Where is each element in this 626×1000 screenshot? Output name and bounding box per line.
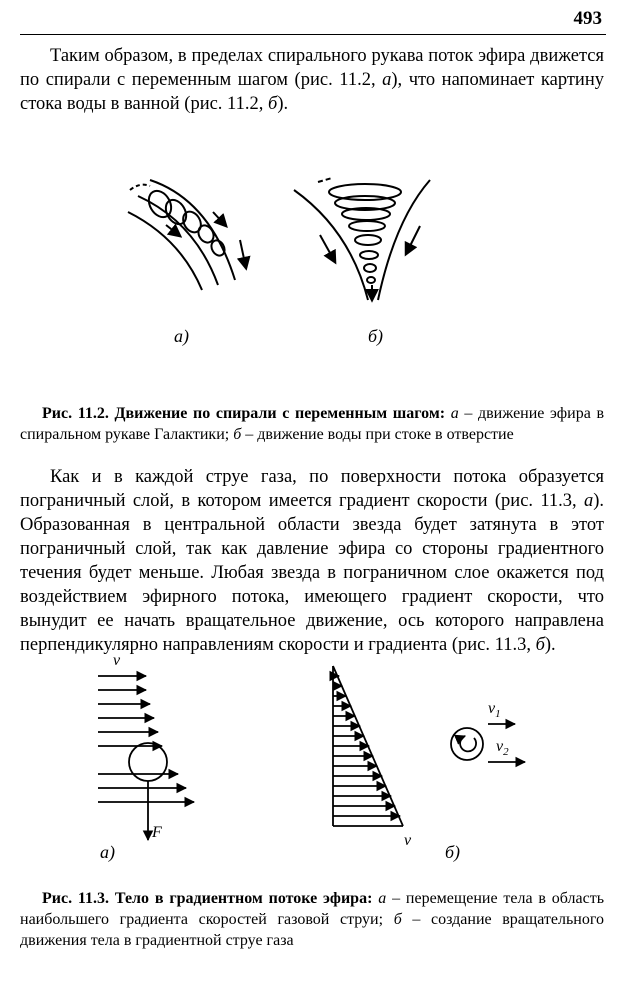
rotating-body-circle bbox=[451, 728, 483, 760]
label-v2: $v_2$ bbox=[496, 738, 509, 759]
label-F: F bbox=[152, 824, 162, 841]
page-number: 493 bbox=[573, 8, 602, 29]
rotation-diagram bbox=[451, 724, 525, 762]
fig-11-3-label-a: а) bbox=[100, 842, 115, 862]
caption-11-2: Рис. 11.2. Движение по спирали с переменным шагом: а – движение эфира в спиральном рукаве Галактики; б – движение воды при стоке в отверстие bbox=[20, 405, 605, 443]
velocity-gradient-diagram bbox=[333, 666, 403, 826]
fig-11-2-label-b: б) bbox=[368, 326, 384, 346]
paragraph-2: Как и в каждой струе газа, по поверхности потока образуется пограничный слой, в котором имеется градиент скорости (рис. 11.3, а). Образованная в центральной области звезда будет затянута в этот пограничный слой, так как давление эфира со стороны градиентного течения будет меньше. Любая звезда в пограничном слое окажется под воздействием эфирного потока, имеющего градиент скорости, что вынудит ее начать вращательное движение, ось которого направлена перпендикулярно направлениям скорости и градиента (рис. 11.3, б). bbox=[20, 467, 604, 655]
paragraph-1: Таким образом, в пределах спирального рукава поток эфира движется по спирали с переменным шагом (рис. 11.2, а), что напоминает картину стока воды в ванной (рис. 11.2, б). bbox=[20, 46, 604, 114]
boundary-layer-diagram bbox=[98, 676, 194, 840]
fig-11-3-label-b: б) bbox=[445, 842, 461, 862]
fig-11-2-label-a: а) bbox=[174, 326, 189, 346]
label-v-left: v bbox=[113, 652, 121, 669]
label-v1: $v_1$ bbox=[488, 700, 501, 721]
body-circle bbox=[129, 743, 167, 781]
caption-11-3: Рис. 11.3. Тело в градиентном потоке эфира: а – перемещение тела в область наибольшего градиента скоростей газовой струи; б – создание вращательного движения тела в градиентной струе газа bbox=[20, 890, 605, 949]
label-v-right: v bbox=[404, 832, 412, 849]
